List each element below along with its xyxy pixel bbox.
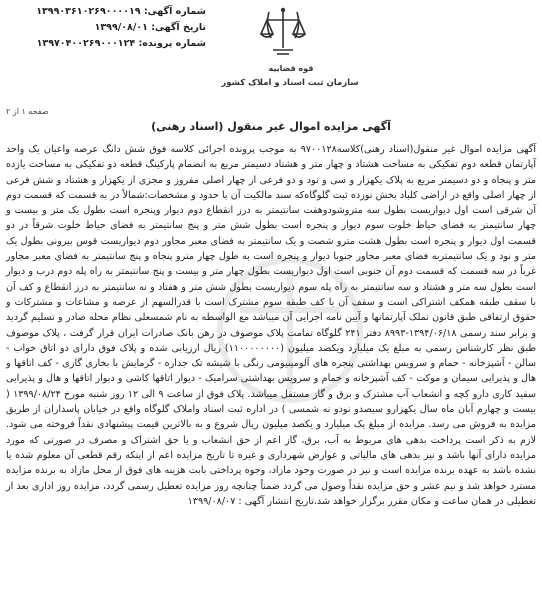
page-indicator: صفحه ۱ از ۲ — [6, 107, 49, 116]
judiciary-scales-emblem-icon — [255, 4, 311, 60]
judiciary-label: قوه قضاییه — [268, 64, 314, 73]
registration-org-label: سازمان ثبت اسناد و املاک کشور — [221, 78, 359, 88]
ad-number: شماره آگهی: ۱۳۹۹۰۳۶۱۰۲۶۹۰۰۰۰۱۹ — [36, 6, 206, 17]
notice-body: آگهی مزایده اموال غیر منقول(اسناد رهنی)کلاسه۹۷۰۰۱۲۸ به موجب پرونده اجرائی کلاسه فوق شش دانگ عرصه واعیان یک واحد آپارتمان قطعه دوم تفکیکی به مساحت هشتاد و چهار متر و هشتاد دسیمتر مربع به انضمام پارکینگ قطعه دو تفکیکی به مساحت یازده متر و پنجاه و دو دسیمتر مربع به پلاک یکهزار و سی و نود و دو فرعی از چهار اصلی مفروز و مجزی از یکهزار و هشتاد و شش فرعی از چهار اصلی واقع در اراضی کلباد بخش نوزده ثبت گلوگاه‌که سند مالکیت آن با حدود و مشخصات:شمالاً در به قسمت که قسمت دوم آن شرقی است اول دیواریست بطول سه متروشودوهفت سانتیمتر به درز انقطاع دوم دیوار وپنجره است بطول یک متر و بیست و چهار سانتیمتر به فضای حیاط خلوت سوم دیوار و پنجره است بطول شش متر و پنج سانتیمتر به فضای حیاط خلوت شرقاً در دو قسمت اول دیوار و پنجره است بطول هشت مترو شصت و یک سانتیمتر به فضای معبر مجاور دوم دیواریست قوس بیرونی بطول یک متر و نود و یک سانتیمتربه فضای معبر مجاور جنوبا دیوار و پنجره است به طول چهار مترو پنجاه و پنج سانتیمتر به فضای معبر مجاور غرباً در سه قسمت که قسمت دوم آن جنوبی است اول دیواریست بطول چهار متر و بیست و پنج سانتیمتر به راه پله دوم درب و دیوار است بطول سه متر و هشتاد و سه سانتیمتر به راه پله سوم دیواریست بطول شش متر و هفتاد و نه سانتیمتر به درز انقطاع و کف آن با سقف طبقه همکف اشتراکی است و سقف آن با کف طبقه سوم مشترک است با قدرالسهم از عرصه و مشاعات و مشترکات و حقوق ارتفاقی طبق قانون تملک آپارتمانها و آیین نامه اجرایی آن میباشد مع الواسطه به نام شمسعلی نظام محله صادر و تسلیم گردید و برابر سند رسمی ۱۳۹۴/۰۶/۱۸-۸۹۹۳ دفتر ۲۴۱ گلوگاه تمامت پلاک موصوف در رهن بانک صادرات ایران قرار گرفت ، پلاک موصوف طبق نظر کارشناس رسمی به مبلغ یک میلیارد ویکصد میلیون (۱۱۰۰۰۰۰۰۰۰) ریال ارزیابی شده و پلاک فوق دارای دو اتاق خواب - سالن - آشپزخانه - حمام و سرویس بهداشتی پنجره های آلومینیومی رنگی با شیشه تک جداره - گرمایش با بخاری گازی - کف اتاقها و هال و پذیرایی سیمان و موکت - کف آشپزخانه و حمام و سرویس بهداشتی سرامیک - دیوار اتاقها کاشی و دیوار اتاقها و هال و پذیرایی سفید کاری دارو کچه و انشعاب آب مشترک و برق و گاز مستقل میباشد. پلاک فوق از ساعت ۹ الی ۱۲ روز شنبه مورخ ۱۳۹۹/۰۸/۲۴ ( بیست و چهارم آبان ماه سال یکهزارو سیصدو نودو نه شمسی ) در اداره ثبت اسناد واملاک گلوگاه واقع در خیابان پاسداران از طریق مزایده به فروش می رسد. مزایده از مبلغ یک میلیارد و یکصد میلیون ریال شروع و به بالاترین قیمت پیشنهادی نقداً فروخته می شود. لازم به ذکر است پرداخت بدهی های مربوط به آب، برق، گاز اعم از حق انشعاب و یا حق اشتراک و مصرف در صورتی که مورد مزایده دارای آنها باشد و نیز بدهی های مالیاتی و عوارض شهرداری و غیره تا تاریخ مزایده اعم از اینکه رقم قطعی آن معلوم شده یا نشده باشد به عهده برنده مزایده است و نیز در صورت وجود مازاد، وجوه پرداختی بابت هزینه های فوق از محل مازاد به برنده مزایده مسترد خواهد شد و نیم عشر و حق مزایده نقداً وصول می گردد ضمناً چنانچه روز مزایده تعطیل رسمی گردد، مزایده روز اداری بعد از تعطیلی در همان ساعت و مکان مقرر برگزار خواهد شد.تاریخ انتشار آگهی : ۱۳۹۹/۰۸/۰۷ — [6, 144, 537, 507]
notice-metadata — [6, 4, 206, 52]
notice-title: آگهی مزایده اموال غیر منقول (اسناد رهنی) — [151, 120, 391, 133]
file-number: شماره پرونده: ۱۳۹۷۰۴۰۰۲۶۹۰۰۰۱۲۴ — [36, 38, 206, 49]
ad-date: تاریخ آگهی: ۱۳۹۹/۰۸/۰۱ — [94, 22, 206, 33]
